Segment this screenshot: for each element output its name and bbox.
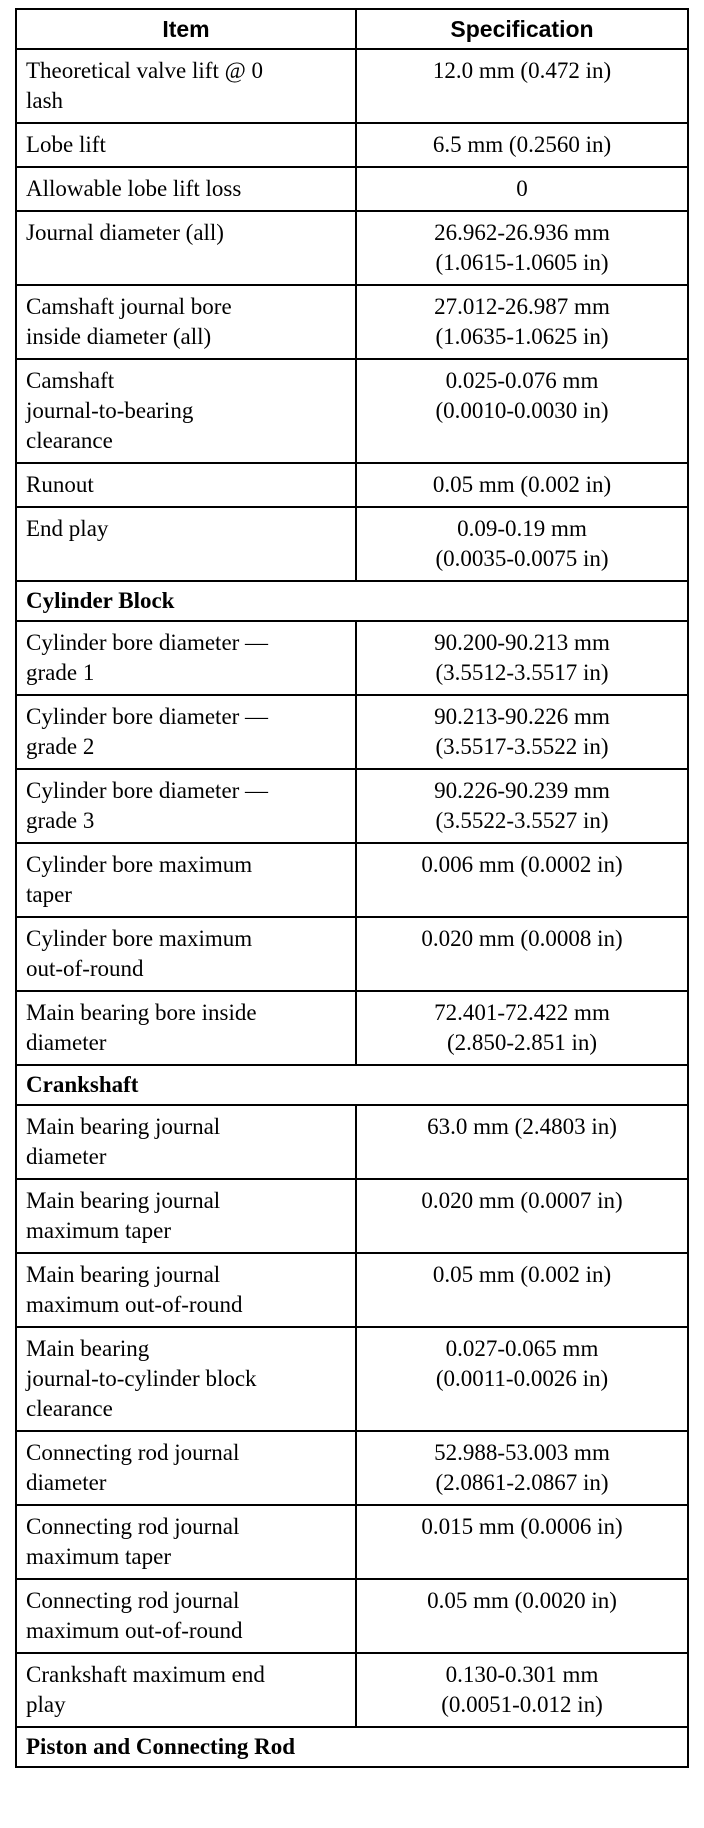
- item-text: Journal diameter (all): [26, 220, 224, 245]
- specification-text: 0.020 mm (0.0007 in): [421, 1188, 623, 1213]
- table-body: [16, 49, 688, 1767]
- specification-cell: [356, 1653, 688, 1727]
- table-row: [16, 769, 688, 843]
- item-cell: [16, 359, 356, 463]
- specification-text: 12.0 mm (0.472 in): [432, 58, 612, 83]
- specification-cell: [356, 49, 688, 123]
- specification-cell: [356, 769, 688, 843]
- specification-cell: [356, 507, 688, 581]
- specification-text: 6.5 mm (0.2560 in): [432, 132, 612, 157]
- table-row: [16, 463, 688, 507]
- specification-text: 63.0 mm (2.4803 in): [427, 1114, 617, 1139]
- table-row: [16, 1253, 688, 1327]
- specification-cell: [356, 1579, 688, 1653]
- specification-cell: [356, 1105, 688, 1179]
- item-cell: [16, 49, 356, 123]
- table-row: [16, 167, 688, 211]
- specification-cell: [356, 1253, 688, 1327]
- specification-text: 52.988-53.003 mm (2.0861-2.0867 in): [434, 1440, 610, 1495]
- specification-cell: [356, 991, 688, 1065]
- item-text: Cylinder bore diameter — grade 2: [26, 704, 269, 759]
- item-text: End play: [26, 516, 109, 541]
- specification-cell: [356, 167, 688, 211]
- table-row: [16, 1653, 688, 1727]
- item-text: Lobe lift: [26, 132, 106, 157]
- item-cell: [16, 123, 356, 167]
- item-cell: [16, 1179, 356, 1253]
- item-cell: [16, 1579, 356, 1653]
- specification-cell: [356, 621, 688, 695]
- item-text: Camshaft journal bore inside diameter (all): [26, 294, 232, 349]
- specification-cell: [356, 917, 688, 991]
- item-text: Main bearing journal maximum taper: [26, 1188, 221, 1243]
- table-row: [16, 507, 688, 581]
- item-cell: [16, 917, 356, 991]
- item-cell: [16, 1327, 356, 1431]
- item-text: Runout: [26, 472, 94, 497]
- item-cell: [16, 285, 356, 359]
- table-row: [16, 359, 688, 463]
- table-row: [16, 991, 688, 1065]
- item-cell: [16, 769, 356, 843]
- specification-text: 0.05 mm (0.002 in): [432, 1262, 612, 1287]
- specification-cell: [356, 211, 688, 285]
- table-row: [16, 285, 688, 359]
- specification-cell: [356, 1327, 688, 1431]
- item-text: Cylinder bore diameter — grade 3: [26, 778, 269, 833]
- section-header-row: [16, 581, 688, 621]
- item-text: Main bearing journal maximum out-of-round: [26, 1262, 243, 1317]
- specification-cell: [356, 1179, 688, 1253]
- section-title-text: Cylinder Block: [26, 588, 175, 613]
- item-text: Cylinder bore diameter — grade 1: [26, 630, 269, 685]
- specification-cell: [356, 285, 688, 359]
- table-header-row: [16, 9, 688, 49]
- table-row: [16, 1431, 688, 1505]
- item-cell: [16, 695, 356, 769]
- specification-text: 0: [516, 176, 528, 201]
- table-row: [16, 1579, 688, 1653]
- specification-column-header: Specification: [356, 9, 688, 49]
- item-column-header: Item: [16, 9, 356, 49]
- item-cell: [16, 843, 356, 917]
- specification-text: 90.200-90.213 mm (3.5512-3.5517 in): [434, 630, 610, 685]
- specification-text: 90.226-90.239 mm (3.5522-3.5527 in): [434, 778, 610, 833]
- item-text: Connecting rod journal maximum taper: [26, 1514, 240, 1569]
- section-title: [16, 1065, 688, 1105]
- specification-text: 0.130-0.301 mm (0.0051-0.012 in): [441, 1662, 603, 1717]
- specification-text: 0.027-0.065 mm (0.0011-0.0026 in): [435, 1336, 609, 1391]
- item-cell: [16, 621, 356, 695]
- specification-text: 0.05 mm (0.002 in): [432, 472, 612, 497]
- specification-cell: [356, 463, 688, 507]
- item-cell: [16, 991, 356, 1065]
- specification-text: 0.015 mm (0.0006 in): [421, 1514, 623, 1539]
- item-text: Cylinder bore maximum taper: [26, 852, 253, 907]
- item-cell: [16, 1653, 356, 1727]
- specification-cell: [356, 1505, 688, 1579]
- table-row: [16, 621, 688, 695]
- item-text: Theoretical valve lift @ 0 lash: [26, 58, 264, 113]
- section-header-row: [16, 1727, 688, 1767]
- specification-text: 72.401-72.422 mm (2.850-2.851 in): [434, 1000, 610, 1055]
- table-row: [16, 1179, 688, 1253]
- section-title: [16, 581, 688, 621]
- specification-text: 90.213-90.226 mm (3.5517-3.5522 in): [434, 704, 610, 759]
- section-header-row: [16, 1065, 688, 1105]
- item-cell: [16, 1505, 356, 1579]
- item-cell: [16, 507, 356, 581]
- section-title-text: Piston and Connecting Rod: [26, 1734, 296, 1759]
- specification-text: 27.012-26.987 mm (1.0635-1.0625 in): [434, 294, 610, 349]
- table-row: [16, 211, 688, 285]
- item-text: Camshaft journal-to-bearing clearance: [26, 368, 194, 453]
- specification-cell: [356, 843, 688, 917]
- item-text: Connecting rod journal maximum out-of-round: [26, 1588, 243, 1643]
- item-text: Allowable lobe lift loss: [26, 176, 242, 201]
- specification-table: [15, 8, 689, 1768]
- specification-cell: [356, 359, 688, 463]
- table-row: [16, 917, 688, 991]
- item-text: Main bearing bore inside diameter: [26, 1000, 257, 1055]
- item-cell: [16, 1105, 356, 1179]
- item-text: Connecting rod journal diameter: [26, 1440, 240, 1495]
- table-row: [16, 123, 688, 167]
- item-text: Main bearing journal-to-cylinder block clearance: [26, 1336, 257, 1421]
- item-cell: [16, 211, 356, 285]
- item-cell: [16, 1253, 356, 1327]
- table-row: [16, 695, 688, 769]
- table-row: [16, 1327, 688, 1431]
- item-text: Cylinder bore maximum out-of-round: [26, 926, 253, 981]
- item-cell: [16, 463, 356, 507]
- section-title: [16, 1727, 688, 1767]
- specification-text: 0.020 mm (0.0008 in): [421, 926, 623, 951]
- specification-cell: [356, 123, 688, 167]
- specification-text: 0.05 mm (0.0020 in): [427, 1588, 617, 1613]
- specification-text: 0.006 mm (0.0002 in): [421, 852, 623, 877]
- table-row: [16, 1505, 688, 1579]
- table-row: [16, 1105, 688, 1179]
- item-cell: [16, 1431, 356, 1505]
- specification-text: 0.09-0.19 mm (0.0035-0.0075 in): [435, 516, 609, 571]
- table-row: [16, 49, 688, 123]
- table-row: [16, 843, 688, 917]
- item-text: Main bearing journal diameter: [26, 1114, 221, 1169]
- item-cell: [16, 167, 356, 211]
- section-title-text: Crankshaft: [26, 1072, 139, 1097]
- specification-text: 0.025-0.076 mm (0.0010-0.0030 in): [435, 368, 609, 423]
- specification-text: 26.962-26.936 mm (1.0615-1.0605 in): [434, 220, 610, 275]
- item-text: Crankshaft maximum end play: [26, 1662, 265, 1717]
- specification-cell: [356, 1431, 688, 1505]
- specification-cell: [356, 695, 688, 769]
